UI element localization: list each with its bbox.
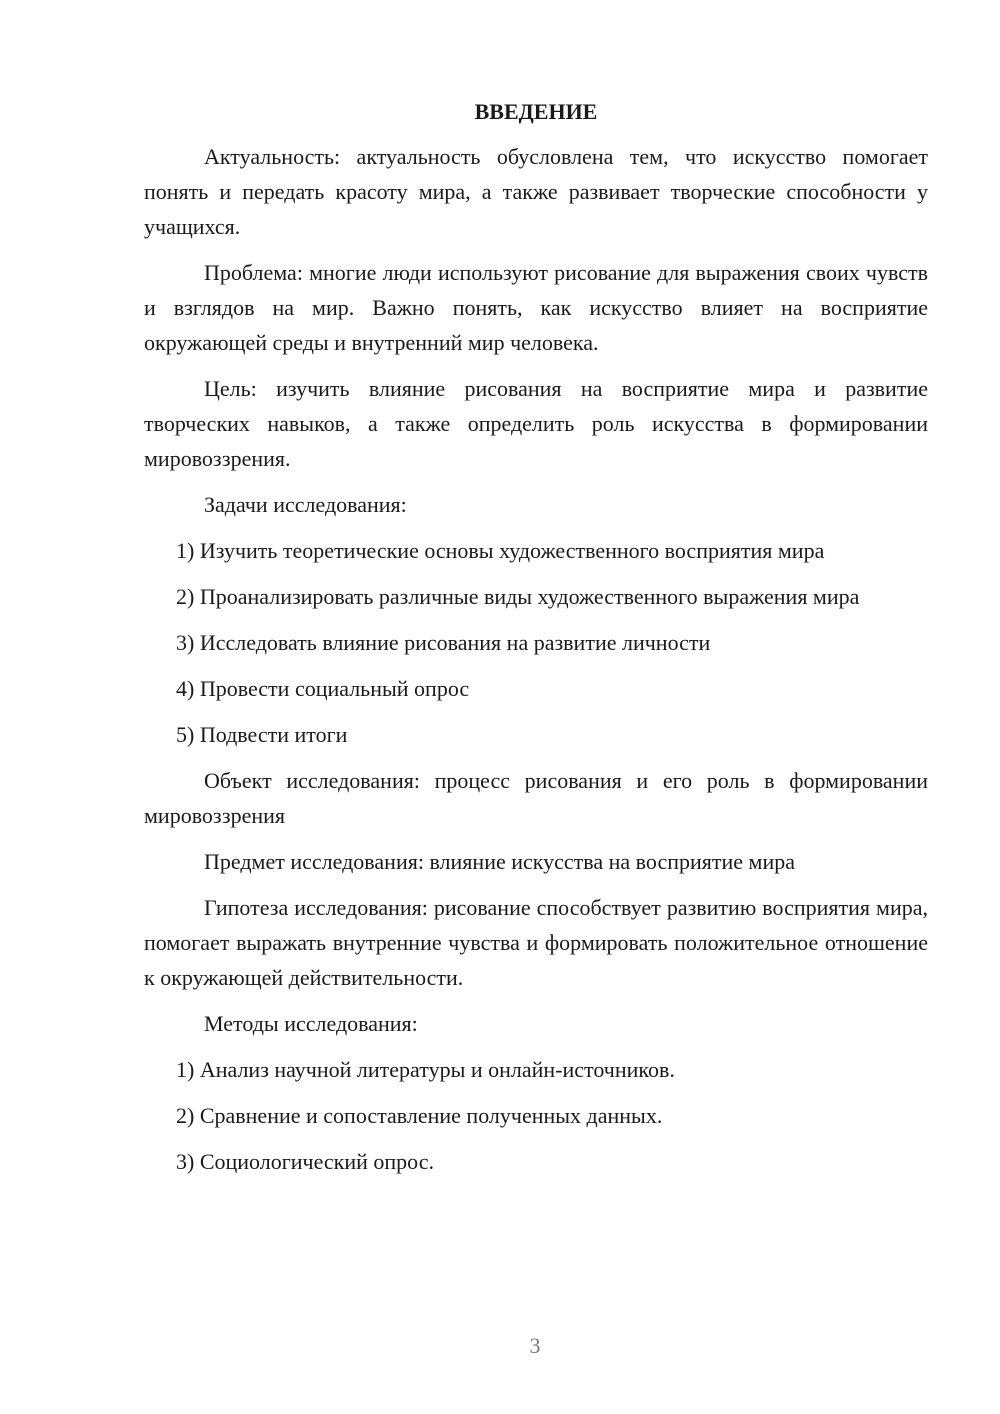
method-item: 1) Анализ научной литературы и онлайн-источников. bbox=[176, 1057, 675, 1082]
hypothesis-paragraph: Гипотеза исследования: рисование способствует развитию восприятия мира, помогает выражать внутренние чувства и формировать положительное отношение к окружающей действительности. bbox=[144, 895, 928, 990]
task-item: 3) Исследовать влияние рисования на развитие личности bbox=[176, 630, 711, 655]
relevance-paragraph: Актуальность: актуальность обусловлена тем, что искусство помогает понять и передать красоту мира, а также развивает творческие способности у учащихся. bbox=[144, 144, 928, 239]
tasks-heading: Задачи исследования: bbox=[204, 492, 407, 517]
method-item: 3) Социологический опрос. bbox=[176, 1149, 434, 1174]
goal-paragraph: Цель: изучить влияние рисования на восприятие мира и развитие творческих навыков, а также определить роль искусства в формировании мировоззрения. bbox=[144, 376, 928, 471]
document-page bbox=[144, 94, 928, 1190]
task-item: 1) Изучить теоретические основы художественного восприятия мира bbox=[176, 538, 825, 563]
problem-paragraph: Проблема: многие люди используют рисование для выражения своих чувств и взглядов на мир. Важно понять, как искусство влияет на восприятие окружающей среды и внутренний мир человека. bbox=[144, 260, 928, 355]
task-item: 5) Подвести итоги bbox=[176, 722, 348, 747]
page-number: 3 bbox=[529, 1333, 541, 1358]
task-item: 4) Провести социальный опрос bbox=[176, 676, 470, 701]
subject-paragraph: Предмет исследования: влияние искусства на восприятие мира bbox=[204, 849, 796, 874]
task-item: 2) Проанализировать различные виды художественного выражения мира bbox=[176, 584, 860, 609]
page-title: ВВЕДЕНИЕ bbox=[474, 99, 598, 124]
methods-heading: Методы исследования: bbox=[204, 1011, 418, 1036]
method-item: 2) Сравнение и сопоставление полученных данных. bbox=[176, 1103, 663, 1128]
object-paragraph: Объект исследования: процесс рисования и его роль в формировании мировоззрения bbox=[144, 768, 928, 828]
